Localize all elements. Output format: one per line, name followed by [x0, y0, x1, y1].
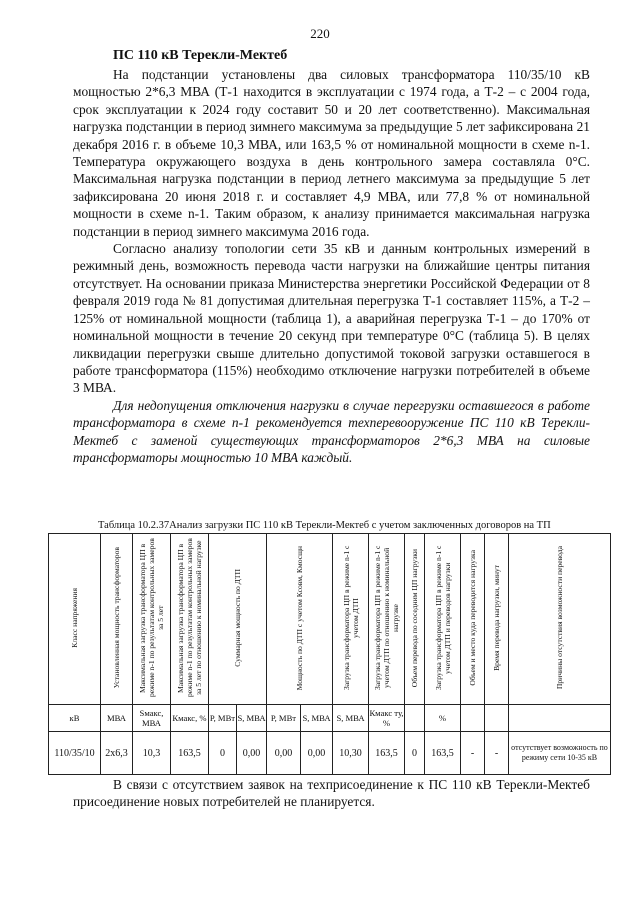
cell-voltage: 110/35/10 — [49, 732, 101, 775]
header-transfer-place: Объем и место куда переводится нагрузка — [461, 534, 485, 705]
paragraph-1: На подстанции установлены два силовых трансформатора 110/35/10 кВ мощностью 2*6,3 МВА (Т-1 находится в эксплуатации с 1974 года, а Т-2 – с 2004 года, срок эксплуатации к 2024 году составит 50 и 20 лет соответственно). Максимальная нагрузка подстанции в период зимнего максимума за предыдущие 5 лет зафиксирована 21 декабря 2016 г. в объеме 10,3 МВА, или 163,5 % от номинальной мощности в схеме n-1. Температура окружающего воздуха в день контрольного замера составляла 0°С. Максимальная нагрузка подстанции в период летнего максимума за предыдущие 5 лет зафиксирована 20 июня 2018 г. и составляет 4,9 МВА, или 77,8 % от номинальной мощности в схеме n-1. Таким образом, к анализу принимается максимальная нагрузка подстанции в период зимнего максимума 2016 года. — [73, 67, 590, 239]
cell-time: - — [485, 732, 509, 775]
header-voltage-class: Класс напряжения — [49, 534, 101, 705]
header-load-after-transfer: Загрузка трансформатора ЦП в режиме n-1 с учетом ДТП и переводов нагрузки — [425, 534, 461, 705]
cell-s2: 0,00 — [301, 732, 333, 775]
unit-s3: S, МВА — [333, 705, 369, 732]
table-title: Таблица 10.2.37Анализ загрузки ПС 110 кВ Терекли-Мектеб с учетом заключенных договоров на ТП — [98, 520, 551, 531]
paragraph-2: Согласно анализу топологии сети 35 кВ и данным контрольных измерений в режимный день, возможность перевода части нагрузки на ближайшие центры питания отсутствует. На основании приказа Министерства энергетики Российской Федерации от 8 февраля 2019 года № 81 допустимая длительная перегрузка Т-1 составляет 115%, а Т-2 – 125% от номинальной мощности (таблица 1), а аварийная перегрузка Т-1 – до 170% от номинальной мощности в течение 20 секунд при температуре 0°С (таблица 5). В целях ликвидации перегрузки свыше длительно допустимой токовой загрузки оставшегося в работе трансформатора (115%) необходимо отключение нагрузки потребителей в объеме 3 МВА. — [73, 241, 590, 396]
unit-s1: S, МВА — [237, 705, 267, 732]
header-installed-power: Установленная мощность трансформаторов — [101, 534, 133, 705]
header-transfer-volume: Объем перевода по соседним ЦП нагрузки — [405, 534, 425, 705]
document-body — [73, 48, 590, 466]
unit-empty-4 — [509, 705, 611, 732]
load-analysis-table — [48, 533, 611, 775]
unit-mva: МВА — [101, 705, 133, 732]
unit-kmax-tu: Кмакс ту, % — [369, 705, 405, 732]
cell-place: - — [461, 732, 485, 775]
unit-kv: кВ — [49, 705, 101, 732]
unit-empty-2 — [461, 705, 485, 732]
unit-s2: S, МВА — [301, 705, 333, 732]
cell-p1: 0 — [209, 732, 237, 775]
section-heading: ПС 110 кВ Терекли-Мектеб — [113, 48, 288, 63]
table-units-row — [49, 705, 611, 732]
cell-reason: отсутствует возможность по режиму сети 10-35 кВ — [509, 732, 611, 775]
cell-smax: 10,3 — [133, 732, 171, 775]
header-power-tp-kcoef: Мощность по ДТП с учетом Ксовм, Кмосщн — [267, 534, 333, 705]
cell-transfer: 0 — [405, 732, 425, 775]
unit-empty-1 — [405, 705, 425, 732]
page-number: 220 — [310, 26, 330, 41]
cell-p2: 0,00 — [267, 732, 301, 775]
cell-kmax: 163,5 — [171, 732, 209, 775]
cell-s1: 0,00 — [237, 732, 267, 775]
final-section — [73, 776, 590, 811]
header-load-n1-tp-pct: Загрузка трансформатора ЦП в режиме n-1 с учетом ДТП по отношению к номинальной нагрузке — [369, 534, 405, 705]
cell-s3: 10,30 — [333, 732, 369, 775]
table-row — [49, 732, 611, 775]
cell-installed: 2х6,3 — [101, 732, 133, 775]
header-load-n1-tp: Загрузка трансформатора ЦП в режиме n-1 с учетом ДТП — [333, 534, 369, 705]
unit-kmax: Кмакс, % — [171, 705, 209, 732]
header-transfer-time: Время перевода нагрузки, минут — [485, 534, 509, 705]
header-max-load-pct: Максимальная загрузка трансформатора ЦП в режиме n-1 по результатам контрольных замеров за 5 лет по отношению к номинальной нагрузке — [171, 534, 209, 705]
unit-p2: Р, МВт — [267, 705, 301, 732]
unit-smax: Sмакс, МВА — [133, 705, 171, 732]
cell-pct: 163,5 — [425, 732, 461, 775]
unit-pct: % — [425, 705, 461, 732]
cell-kmax-tu: 163,5 — [369, 732, 405, 775]
final-paragraph: В связи с отсутствием заявок на техприсоединение к ПС 110 кВ Терекли-Мектеб присоединение новых потребителей не планируется. — [73, 777, 590, 810]
header-no-transfer-reason: Причины отсутствия возможности перевода — [509, 534, 611, 705]
recommendation-paragraph: Для недопущения отключения нагрузки в случае перегрузки оставшегося в работе трансформатора в схеме n-1 рекомендуется техперевооружение ПС 110 кВ Терекли-Мектеб с заменой существующих трансформаторов 2*6,3 МВА на силовые трансформаторы мощностью 10 МВА каждый. — [73, 397, 590, 465]
header-total-tp: Суммарная мощность по ДТП — [209, 534, 267, 705]
table-header-row — [49, 534, 611, 705]
unit-empty-3 — [485, 705, 509, 732]
header-max-load: Максимальная загрузка трансформатора ЦП в режиме n-1 по результатам контрольных замеров за 5 лет — [133, 534, 171, 705]
unit-p1: Р, МВт — [209, 705, 237, 732]
